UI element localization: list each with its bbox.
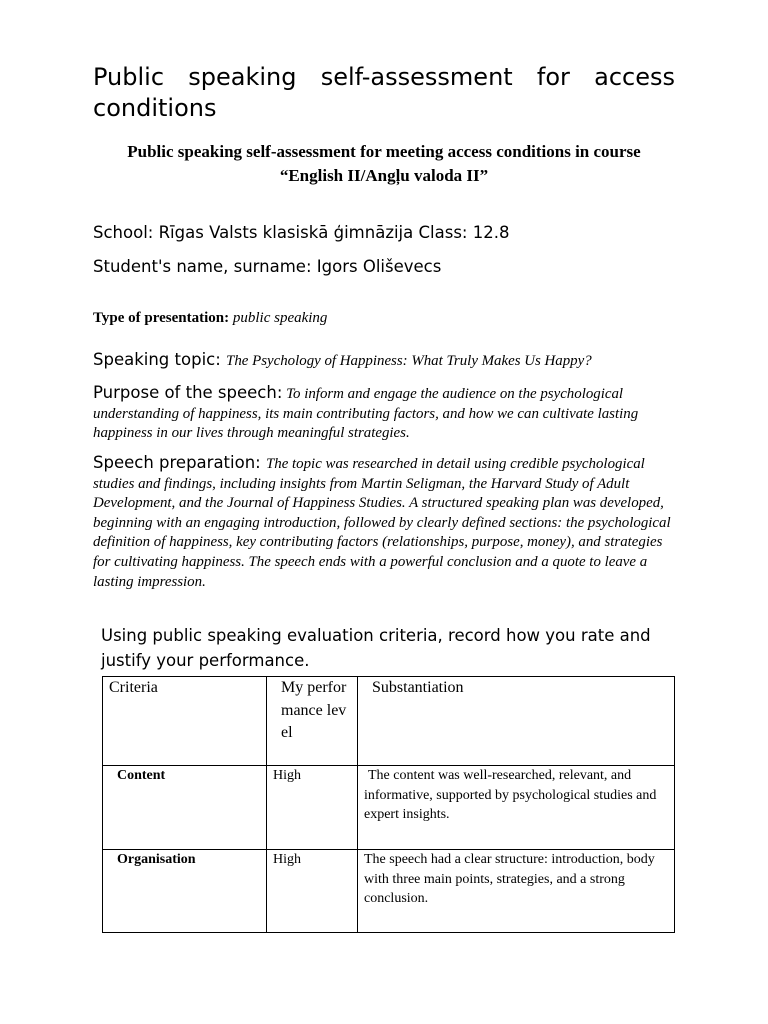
evaluation-table — [102, 676, 675, 933]
criteria-cell: Organisation — [103, 850, 267, 933]
substantiation-cell: The content was well-researched, relevant, and informative, supported by psychological studies and expert insights. — [358, 766, 675, 850]
table-header-row — [103, 677, 675, 766]
speaking-topic-label: Speaking topic — [93, 350, 216, 369]
presentation-type-label: Type of presentation: — [93, 310, 230, 326]
document-subtitle — [93, 140, 675, 188]
student-line — [93, 256, 675, 278]
performance-level-header: My performance level — [267, 677, 358, 766]
speech-preparation: Speech preparation: The topic was researched in detail using credible psychological studies and findings, including insights from Martin Seligman, the Harvard Study of Adult Development, and the Journal of Happiness Studies. A structured speaking plan was developed, beginning with an engaging introduction, followed by clearly defined sections: the psychological definition of happiness, key contributing factors (relationships, purpose, money), and strategies for cultivating happiness. The speech ends with a powerful conclusion and a quote to leave a lasting impression. — [93, 453, 671, 590]
class-value: 12.8 — [472, 223, 510, 242]
student-value: Igors Oliševecs — [316, 257, 442, 276]
document-title: Public speaking self-assessment for access conditions — [93, 63, 675, 122]
class-label: Class: — [418, 223, 468, 242]
student-label: Student's name, surname: — [93, 257, 312, 276]
presentation-type-value: public speaking — [232, 310, 328, 326]
table-row — [103, 850, 675, 933]
criteria-cell: Content — [103, 766, 267, 850]
speaking-topic-value: The Psychology of Happiness: What Truly Makes Us Happy? — [226, 353, 592, 369]
speech-preparation-value: The topic was researched in detail using credible psychological studies and findings, including insights from Martin Seligman, the Harvard Study of Adult Development, and the Journal of Happiness Studies. A structured speaking plan was developed, beginning with an engaging introduction, followed by clearly defined sections: the psychological definition of happiness, key contributing factors (relationships, purpose, money), and strategies for cultivating happiness. The speech ends with a powerful conclusion and a quote to leave a lasting impression. — [93, 456, 671, 590]
level-cell: High — [267, 850, 358, 933]
evaluation-instructions: Using public speaking evaluation criteria, record how you rate and justify your performance. — [101, 626, 651, 670]
speech-purpose-value: To inform and engage the audience on the psychological understanding of happiness, its main contributing factors, and how we can cultivate lasting happiness in our lives through meaningful strategies. — [93, 386, 639, 442]
school-value: Rīgas Valsts klasiskā ģimnāzija — [158, 223, 414, 242]
speech-purpose-label: Purpose of the speech: — [93, 383, 283, 402]
table-row — [103, 766, 675, 850]
level-cell: High — [267, 766, 358, 850]
school-label: School: — [93, 223, 154, 242]
school-line — [93, 222, 675, 244]
criteria-header: Criteria — [103, 677, 267, 766]
subtitle-line-1: Public speaking self-assessment for meeting access conditions in course — [127, 142, 641, 161]
speech-purpose — [93, 383, 673, 444]
speech-preparation-label: Speech preparation — [93, 453, 256, 472]
substantiation-cell: The speech had a clear structure: introduction, body with three main points, strategies, and a strong conclusion. — [358, 850, 675, 933]
presentation-type-line — [93, 307, 675, 329]
speaking-topic: Speaking topic: The Psychology of Happiness: What Truly Makes Us Happy? — [93, 350, 592, 369]
subtitle-line-2: “English II/Angļu valoda II” — [279, 166, 489, 185]
substantiation-header: Substantiation — [358, 677, 675, 766]
